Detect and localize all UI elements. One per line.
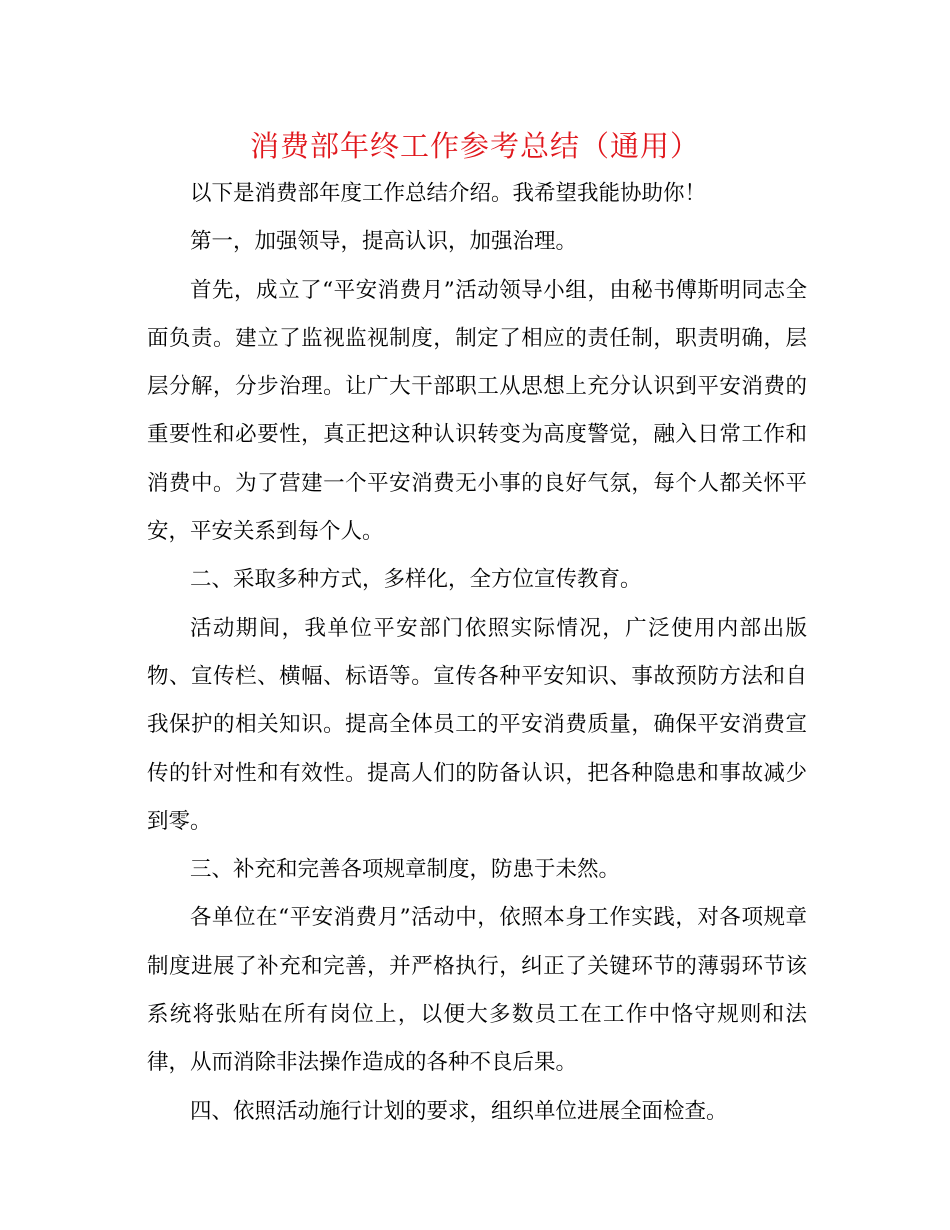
paragraph-body-1: 首先，成立了“平安消费月”活动领导小组，由秘书傅斯明同志全面负责。建立了监视监视制度，制定了相应的责任制，职责明确，层层分解，分步治理。让广大干部职工从思想上充分认识到平安消费的重要性和必要性，真正把这种认识转变为高度警觉，融入日常工作和消费中。为了营建一个平安消费无小事的良好气氛，每个人都关怀平安，平安关系到每个人。 [147, 277, 807, 545]
paragraph-heading-1: 第一，加强领导，提高认识，加强治理。 [190, 229, 578, 255]
paragraph-heading-4: 四、依照活动施行计划的要求，组织单位进展全面检查。 [190, 1098, 728, 1124]
document-title: 消费部年终工作参考总结（通用） [249, 129, 700, 163]
paragraph-intro: 以下是消费部年度工作总结介绍。我希望我能协助你！ [190, 181, 707, 206]
document-body [147, 170, 807, 1136]
paragraph-heading-3: 三、补充和完善各项规章制度，防患于未然。 [190, 857, 621, 883]
paragraph-heading-2: 二、采取多种方式，多样化，全方位宣传教育。 [190, 567, 642, 593]
paragraph-body-3: 各单位在“平安消费月”活动中，依照本身工作实践，对各项规章制度进展了补充和完善，并严格执行，纠正了关键环节的薄弱环节该系统将张贴在所有岗位上，以便大多数员工在工作中恪守规则和法律，从而消除非法操作造成的各种不良后果。 [147, 905, 807, 1076]
paragraph-body-2: 活动期间，我单位平安部门依照实际情况，广泛使用内部出版物、宣传栏、横幅、标语等。宣传各种平安知识、事故预防方法和自我保护的相关知识。提高全体员工的平安消费质量，确保平安消费宣传的针对性和有效性。提高人们的防备认识，把各种隐患和事故减少到零。 [147, 615, 807, 834]
